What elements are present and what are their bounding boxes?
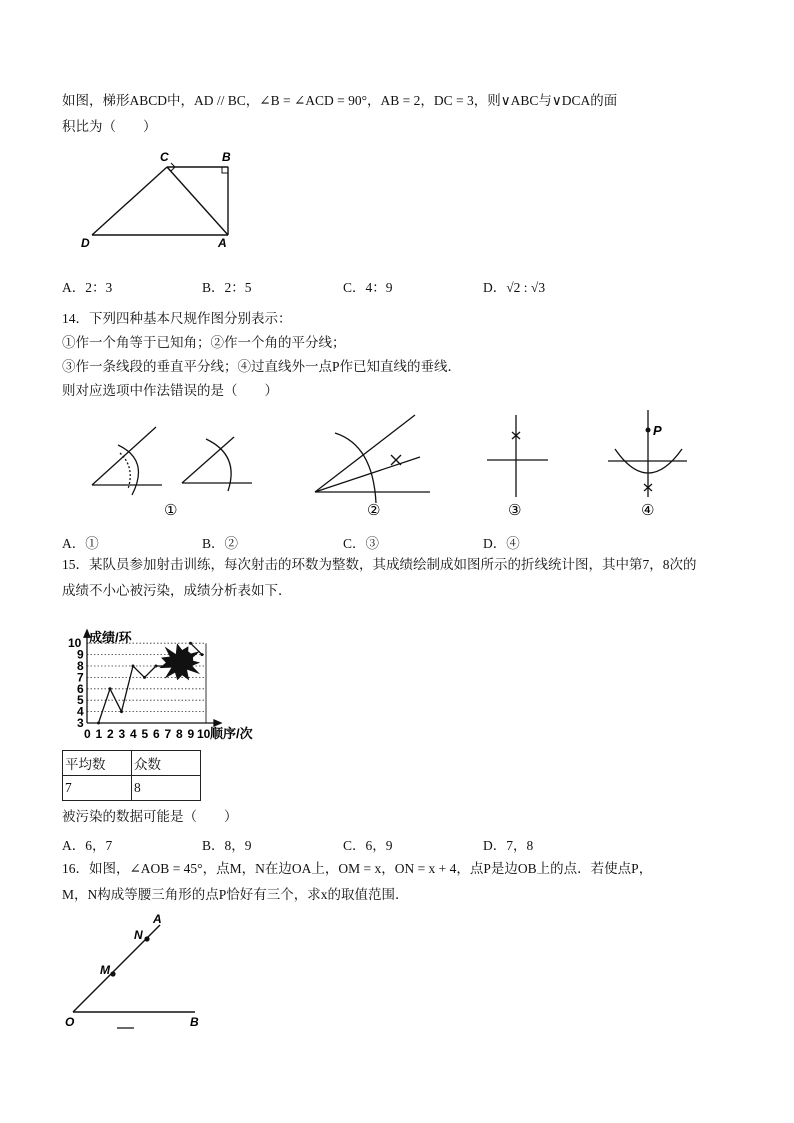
q15-x-tick-label: 3 <box>118 727 126 741</box>
q14-option-a[interactable]: A．① <box>62 536 99 551</box>
q15-line-chart <box>60 612 270 746</box>
q15-table-header-mean: 平均数 <box>63 751 132 776</box>
q16-label-o: O <box>65 1015 75 1029</box>
q15-series-line <box>99 666 157 723</box>
q15-x-tick-label: 7 <box>164 727 172 741</box>
q14-line1: 14．下列四种基本尺规作图分别表示： <box>62 311 292 326</box>
q15-y-tick-label: 4 <box>77 704 84 719</box>
q13-option-c[interactable]: C．4：9 <box>343 280 393 295</box>
q15-x-tick-label: 1 <box>95 727 103 741</box>
q15-line1: 15．某队员参加射击训练，每次射击的环数为整数，其成绩绘制成如图所示的折线统计图，其中第7，8次的 <box>62 557 697 572</box>
q15-data-point <box>97 722 100 725</box>
q15-question: 被污染的数据可能是（ ） <box>62 809 238 824</box>
q15-table-header-mode: 众数 <box>132 751 201 776</box>
q15-x-tick-label: 6 <box>153 727 160 741</box>
q14-option-b[interactable]: B．② <box>202 536 239 551</box>
q13-option-d[interactable]: D．√2 : √3 <box>483 280 546 295</box>
q15-x-tick-label: 10 <box>197 727 211 741</box>
q14-fig-label-3: ③ <box>508 502 522 519</box>
q15-y-tick-label: 6 <box>77 681 84 696</box>
q14-point-p <box>646 428 651 433</box>
q13-label-b: B <box>222 150 231 164</box>
q13-right-angle-b <box>222 167 228 173</box>
q15-data-point <box>155 665 158 668</box>
q14-line4: 则对应选项中作法错误的是（ ） <box>62 383 278 398</box>
q16-label-b: B <box>190 1015 199 1029</box>
q14-fig-label-4: ④ <box>641 502 655 519</box>
q15-data-point <box>201 653 204 656</box>
q15-y-axis-title: 成绩/环 <box>89 630 132 646</box>
q15-option-d[interactable]: D．7，8 <box>483 838 534 853</box>
q15-y-tick-label: 7 <box>77 670 84 685</box>
q13-option-a[interactable]: A．2：3 <box>62 280 113 295</box>
q15-x-tick-label: 9 <box>187 727 195 741</box>
q13-label-d: D <box>81 236 90 248</box>
q13-segment-dc <box>92 167 167 235</box>
q15-ink-blot <box>159 643 200 680</box>
q14-option-c[interactable]: C．③ <box>343 536 380 551</box>
q15-table-value-mean: 7 <box>63 776 132 801</box>
q15-y-tick-label: 8 <box>77 659 84 673</box>
q15-x-axis-title: 顺序/次 <box>210 726 253 741</box>
q15-data-point <box>109 687 112 690</box>
q15-ink-core <box>175 651 193 669</box>
q15-x-tick-label: 0 <box>84 727 91 741</box>
q16-angle-figure <box>62 910 212 1035</box>
q13-stem-line2: 积比为（ ） <box>62 119 157 134</box>
q15-y-tick-label: 9 <box>77 647 84 662</box>
q14-line3: ③作一条线段的垂直平分线；④过直线外一点P作已知直线的垂线． <box>62 359 462 374</box>
q15-option-b[interactable]: B．8，9 <box>202 838 252 853</box>
q15-table-value-mode: 8 <box>132 776 201 801</box>
q16-label-a: A <box>153 912 162 926</box>
q16-point-n <box>144 936 149 941</box>
q13-trapezoid-figure <box>75 148 245 248</box>
q13-label-c: C <box>160 150 169 164</box>
q15-data-point <box>120 710 123 713</box>
q14-option-d[interactable]: D．④ <box>483 536 520 551</box>
q14-constructions-figure <box>80 405 720 523</box>
q14-fig-label-2: ② <box>367 502 381 519</box>
q16-label-n: N <box>134 928 143 942</box>
q15-option-a[interactable]: A．6，7 <box>62 838 113 853</box>
q15-x-tick-label: 5 <box>141 727 149 741</box>
q16-point-m <box>110 971 115 976</box>
q14-fig3-perpendicular-bisector <box>487 415 548 497</box>
q13-segment-ca <box>167 167 228 235</box>
q15-stats-table <box>62 750 201 801</box>
q14-fig2-bisector <box>315 415 430 503</box>
q15-y-tick-label: 10 <box>68 636 82 651</box>
q14-fig4-perpendicular-from-point <box>608 410 687 497</box>
q16-line1: 16．如图，∠AOB = 45°，点M，N在边OA上，OM = x，ON = x + 4，点P是边OB上的点．若使点P， <box>62 861 653 876</box>
q15-line2: 成绩不小心被污染，成绩分析表如下． <box>62 583 292 598</box>
q13-stem-line1: 如图，梯形ABCD中，AD // BC，∠B = ∠ACD = 90°，AB = 2，DC = 3，则∨ABC与∨DCA的面 <box>62 93 618 108</box>
q16-label-m: M <box>100 963 110 977</box>
q14-fig-label-1: ① <box>164 502 178 519</box>
q13-option-b[interactable]: B．2：5 <box>202 280 252 295</box>
q15-x-tick-label: 4 <box>130 727 137 741</box>
q13-label-a: A <box>218 236 227 248</box>
q15-data-point <box>143 676 146 679</box>
q15-y-tick-label: 5 <box>77 693 84 708</box>
q14-line2: ①作一个角等于已知角；②作一个角的平分线； <box>62 335 346 350</box>
q15-x-tick-label: 2 <box>107 727 114 741</box>
q15-data-point <box>132 665 135 668</box>
q15-x-tick-label: 8 <box>176 727 183 741</box>
q14-fig1-copy-angle <box>92 427 252 495</box>
q15-y-tick-label: 3 <box>77 716 84 730</box>
q15-option-c[interactable]: C．6，9 <box>343 838 393 853</box>
q15-data-point <box>189 642 192 645</box>
q16-line2: M，N构成等腰三角形的点P恰好有三个，求x的取值范围． <box>62 887 409 902</box>
q14-label-p: P <box>653 423 662 438</box>
